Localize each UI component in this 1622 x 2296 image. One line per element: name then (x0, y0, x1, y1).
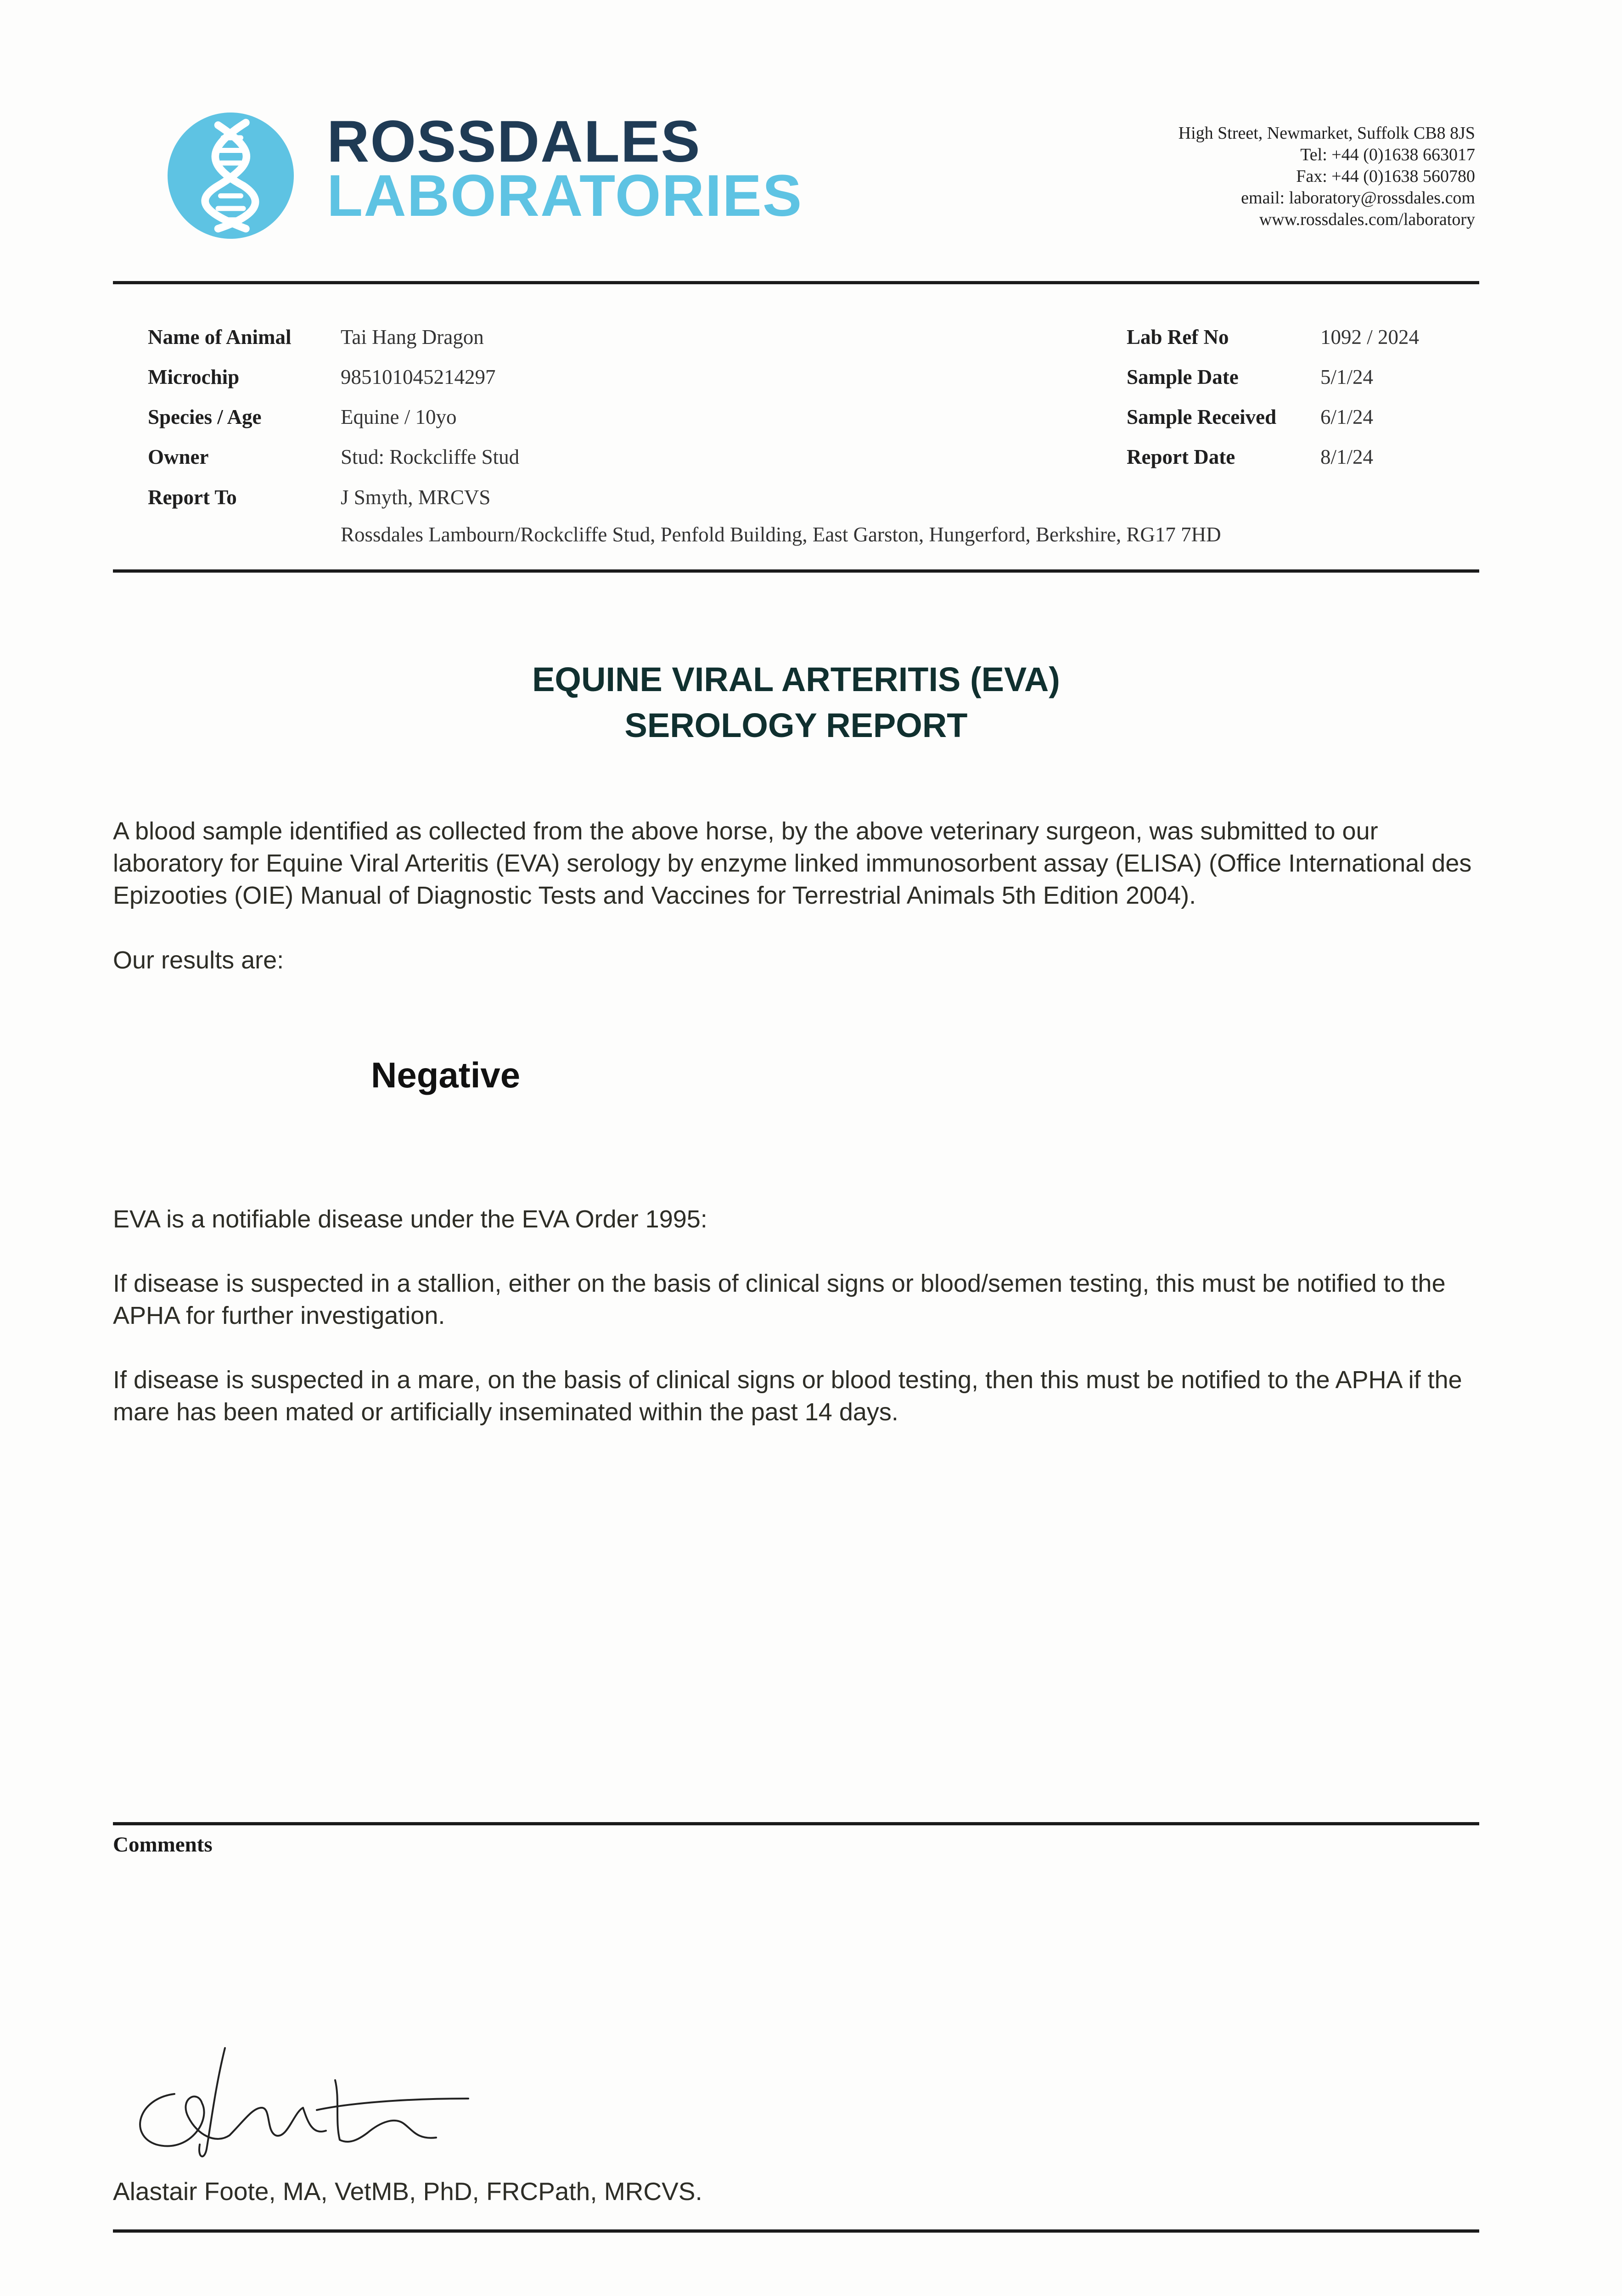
stallion-paragraph: If disease is suspected in a stallion, either on the basis of clinical signs or blood/semen testing, this must be notified to the APHA for further investigation. (113, 1270, 1446, 1329)
signatory-name: Alastair Foote, MA, VetMB, PhD, FRCPath, MRCVS. (113, 2177, 702, 2206)
footer-divider (113, 2229, 1479, 2233)
details-divider (113, 569, 1479, 573)
lab-website: www.rossdales.com/laboratory (1259, 210, 1475, 229)
header-divider (113, 281, 1479, 284)
brand-name-line1: ROSSDALES (327, 109, 701, 174)
lab-contact-block (1179, 123, 1475, 231)
name-of-animal-value: Tai Hang Dragon (341, 326, 484, 349)
report-title-line2: SEROLOGY REPORT (624, 706, 968, 744)
owner-label: Owner (148, 445, 209, 468)
report-to-value: J Smyth, MRCVS (341, 486, 491, 509)
lab-ref-value: 1092 / 2024 (1320, 326, 1420, 349)
lab-tel: Tel: +44 (0)1638 663017 (1300, 145, 1475, 164)
lab-email: email: laboratory@rossdales.com (1241, 188, 1475, 208)
brand-name-line2: LABORATORIES (327, 163, 803, 229)
sample-date-label: Sample Date (1127, 366, 1239, 388)
intro-paragraph: A blood sample identified as collected from the above horse, by the above veterinary surgeon, was submitted to our laboratory for Equine Viral Arteritis (EVA) serology by enzyme linked immunosorbent assay (ELISA) (Office International des Epizooties (OIE) Manual of Diagnostic Tests and Vaccines for Terrestrial Animals 5th Edition 2004). (113, 817, 1472, 909)
name-of-animal-label: Name of Animal (148, 326, 292, 349)
sample-received-value: 6/1/24 (1320, 405, 1374, 428)
brand-name (327, 109, 803, 229)
result-value: Negative (371, 1055, 521, 1095)
lab-ref-label: Lab Ref No (1127, 326, 1229, 349)
comments-divider (113, 1822, 1479, 1825)
sample-received-label: Sample Received (1127, 405, 1277, 428)
microchip-label: Microchip (148, 366, 240, 388)
results-intro: Our results are: (113, 946, 284, 974)
report-to-address: Rossdales Lambourn/Rockcliffe Stud, Penfold Building, East Garston, Hungerford, Berkshire, RG17 7HD (341, 523, 1221, 546)
report-date-label: Report Date (1127, 445, 1235, 468)
report-date-value: 8/1/24 (1320, 445, 1374, 468)
mare-paragraph: If disease is suspected in a mare, on the basis of clinical signs or blood testing, then this must be notified to the APHA if the mare has been mated or artificially inseminated within the past 14 days. (113, 1366, 1462, 1426)
dna-logo-icon (168, 113, 294, 239)
sample-date-value: 5/1/24 (1320, 366, 1374, 388)
species-age-label: Species / Age (148, 405, 262, 428)
species-age-value: Equine / 10yo (341, 405, 457, 428)
report-title (113, 657, 1479, 748)
microchip-value: 985101045214297 (341, 366, 496, 388)
lab-fax: Fax: +44 (0)1638 560780 (1296, 167, 1475, 186)
lab-address: High Street, Newmarket, Suffolk CB8 8JS (1178, 124, 1475, 143)
signature-image (119, 2030, 477, 2167)
report-title-line1: EQUINE VIRAL ARTERITIS (EVA) (532, 660, 1060, 698)
owner-value: Stud: Rockcliffe Stud (341, 445, 520, 468)
notifiable-notice: EVA is a notifiable disease under the EVA Order 1995: (113, 1205, 707, 1233)
comments-label: Comments (113, 1833, 213, 1857)
report-to-label: Report To (148, 486, 237, 509)
